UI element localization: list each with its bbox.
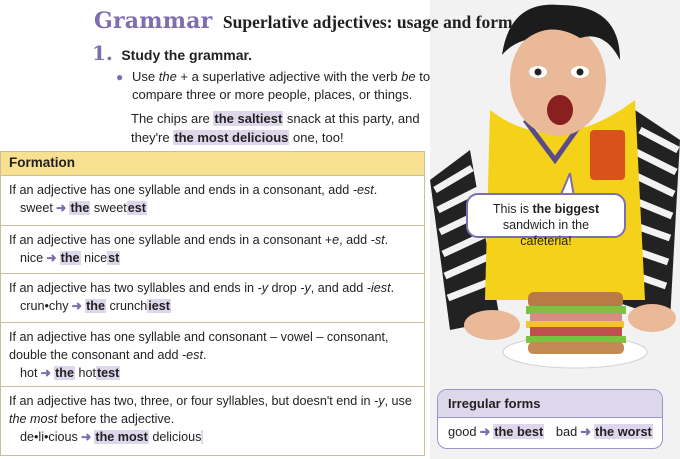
irregular-superlative: the worst <box>594 424 652 439</box>
right-arrow-icon: ➜ <box>55 201 67 215</box>
formation-row <box>1 387 424 453</box>
irregular-superlative: the best <box>494 424 544 439</box>
usage-example: The chips are the saltiest snack at this party, and they're the most delicious one, too! <box>131 111 420 145</box>
formation-rule: If an adjective has two, three, or four syllables, but doesn't end in -y, use the most before the adjective. <box>9 394 412 426</box>
irregular-forms-box <box>437 389 663 449</box>
formation-example: sweet ➜ the sweetest <box>20 201 146 215</box>
formation-row <box>1 226 424 274</box>
formation-row <box>1 274 424 323</box>
formation-example: crun•chy ➜ the crunchiest <box>20 299 170 313</box>
page-header <box>94 8 513 34</box>
irregular-forms-list <box>438 418 662 446</box>
right-arrow-icon: ➜ <box>46 251 57 265</box>
right-arrow-icon: ➜ <box>40 366 52 380</box>
section-title: Grammar <box>94 8 213 34</box>
speech-bubble: This is the biggest sandwich in the cafeteria! <box>466 193 626 238</box>
formation-rule: If an adjective has one syllable and ends in a consonant, add -est. <box>9 183 378 197</box>
formation-example: nice ➜ the nicest <box>20 251 120 265</box>
formation-rule: If an adjective has one syllable and consonant – vowel – consonant, double the consonant and add -est. <box>9 330 389 362</box>
irregular-forms-title: Irregular forms <box>438 390 662 418</box>
formation-title: Formation <box>1 152 424 176</box>
section-subtitle: Superlative adjectives: usage and form <box>222 12 513 32</box>
step-heading <box>92 41 252 65</box>
right-arrow-icon: ➜ <box>80 430 92 444</box>
step-instruction: Study the grammar. <box>121 47 253 63</box>
formation-rule: If an adjective has one syllable and ends in a consonant +e, add -st. <box>9 233 389 247</box>
formation-rule: If an adjective has two syllables and ends in -y drop -y, and add -iest. <box>9 281 395 295</box>
step-number: 1. <box>92 41 113 65</box>
right-arrow-icon: ➜ <box>71 299 83 313</box>
usage-rule-text: Use the + a superlative adjective with the verb be to compare three or more people, places, or things. <box>132 69 431 102</box>
right-arrow-icon: ➜ <box>479 424 491 439</box>
formation-example: hot ➜ the hottest <box>20 366 120 380</box>
irregular-base: good <box>448 424 477 439</box>
irregular-base: bad <box>555 424 578 439</box>
formation-table <box>0 151 425 456</box>
formation-example: de•li•cious ➜ the most delicious <box>20 430 202 444</box>
right-arrow-icon: ➜ <box>580 424 591 439</box>
bullet-dot-icon: ● <box>116 70 124 84</box>
formation-row <box>1 176 424 226</box>
formation-row <box>1 323 424 387</box>
